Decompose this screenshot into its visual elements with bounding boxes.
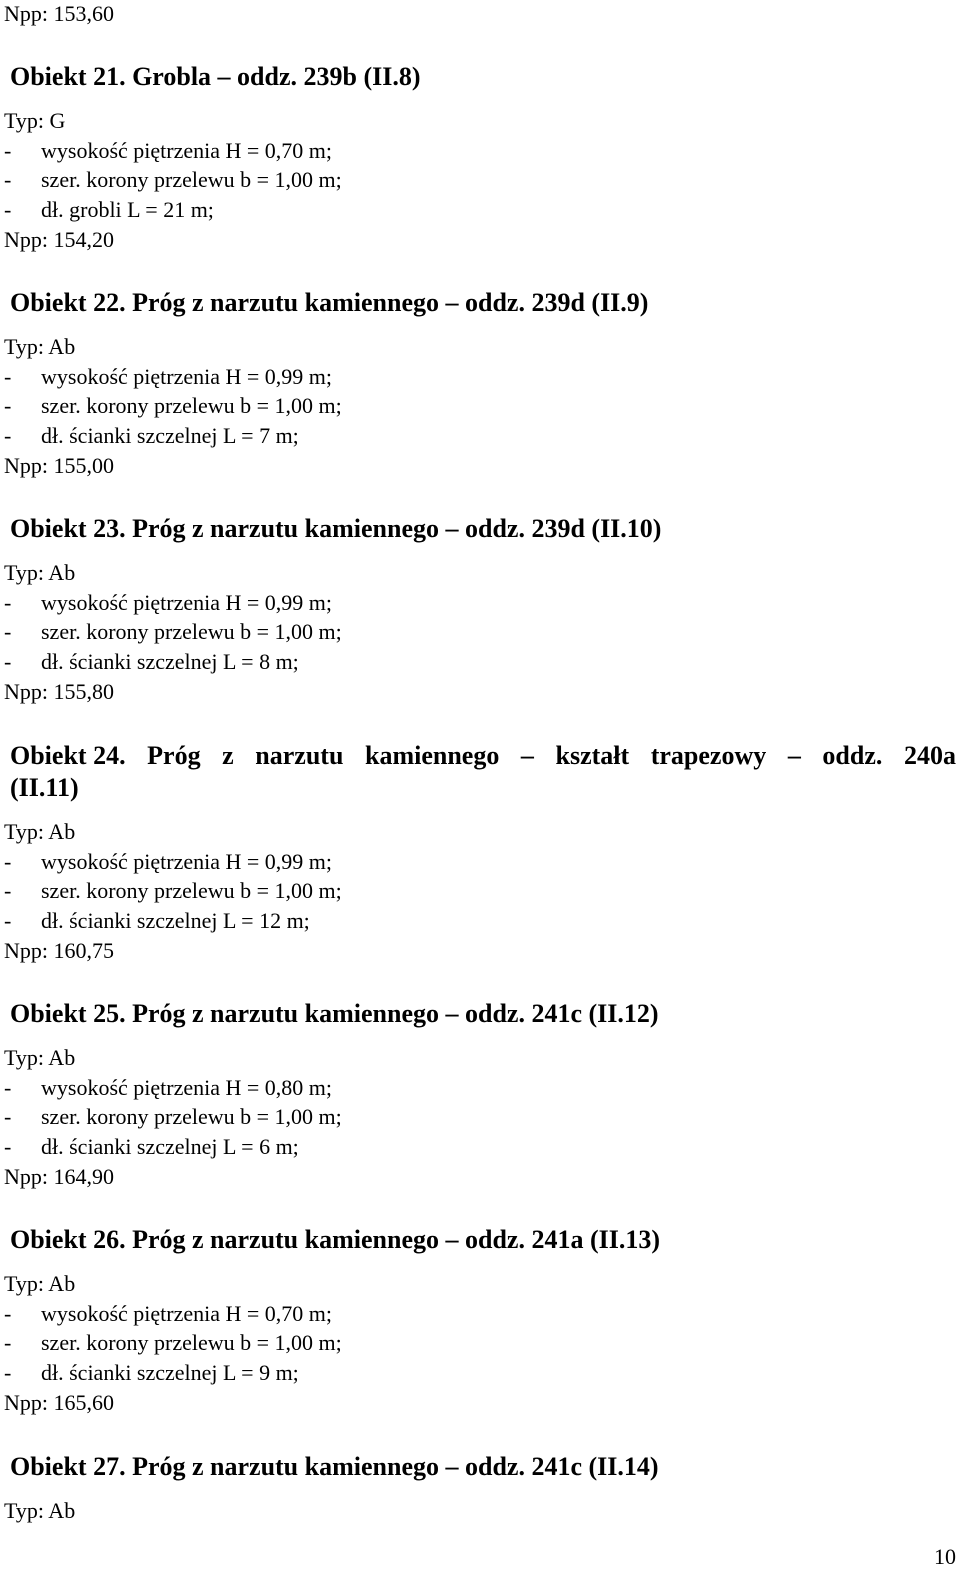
npp-value: Npp: 155,80 <box>4 679 114 704</box>
npp-value: Npp: 164,90 <box>4 1164 114 1189</box>
bullet-dash: - <box>4 849 12 874</box>
object-heading <box>10 740 956 804</box>
page-number: 10 <box>934 1544 956 1569</box>
npp-value: Npp: 153,60 <box>4 1 114 26</box>
list-item-text: szer. korony przelewu b = 1,00 m; <box>41 393 342 418</box>
bullet-dash: - <box>4 364 12 389</box>
object-type: Typ: Ab <box>4 560 76 585</box>
list-item-text: wysokość piętrzenia H = 0,99 m; <box>41 849 333 874</box>
list-item-text: dł. ścianki szczelnej L = 12 m; <box>41 908 310 933</box>
list-item-text: dł. grobli L = 21 m; <box>41 197 214 222</box>
bullet-dash: - <box>4 197 12 222</box>
npp-value: Npp: 154,20 <box>4 227 114 252</box>
object-heading: Obiekt 21. Grobla – oddz. 239b (II.8) <box>10 62 421 91</box>
object-heading: Obiekt 25. Próg z narzutu kamiennego – oddz. 241c (II.12) <box>10 999 659 1028</box>
list-item-text: wysokość piętrzenia H = 0,80 m; <box>41 1075 333 1100</box>
npp-value: Npp: 155,00 <box>4 453 114 478</box>
heading-word: kształt <box>555 741 630 770</box>
bullet-dash: - <box>4 1134 12 1159</box>
heading-word: Obiekt 24. <box>10 741 126 770</box>
bullet-dash: - <box>4 423 12 448</box>
heading-word: oddz. <box>822 741 883 770</box>
object-heading: Obiekt 23. Próg z narzutu kamiennego – oddz. 239d (II.10) <box>10 514 662 543</box>
bullet-dash: - <box>4 1104 12 1129</box>
npp-value: Npp: 160,75 <box>4 938 114 963</box>
list-item-text: dł. ścianki szczelnej L = 7 m; <box>41 423 299 448</box>
list-item-text: wysokość piętrzenia H = 0,70 m; <box>41 1301 333 1326</box>
heading-word: – <box>520 741 534 770</box>
object-type: Typ: Ab <box>4 1045 76 1070</box>
object-heading-line <box>10 740 956 772</box>
list-item-text: wysokość piętrzenia H = 0,70 m; <box>41 138 333 163</box>
bullet-dash: - <box>4 649 12 674</box>
heading-word: 240a <box>903 741 956 770</box>
list-item-text: wysokość piętrzenia H = 0,99 m; <box>41 590 333 615</box>
bullet-dash: - <box>4 878 12 903</box>
bullet-dash: - <box>4 1075 12 1100</box>
npp-value: Npp: 165,60 <box>4 1390 114 1415</box>
heading-word: narzutu <box>255 741 344 770</box>
list-item-text: dł. ścianki szczelnej L = 9 m; <box>41 1360 299 1385</box>
bullet-dash: - <box>4 1301 12 1326</box>
list-item-text: dł. ścianki szczelnej L = 6 m; <box>41 1134 299 1159</box>
list-item-text: szer. korony przelewu b = 1,00 m; <box>41 1330 342 1355</box>
object-type: Typ: Ab <box>4 334 76 359</box>
object-heading-continuation: (II.11) <box>10 773 79 802</box>
object-type: Typ: Ab <box>4 1498 76 1523</box>
heading-word: – <box>787 741 801 770</box>
heading-word: kamiennego <box>364 741 500 770</box>
object-heading: Obiekt 27. Próg z narzutu kamiennego – oddz. 241c (II.14) <box>10 1452 659 1481</box>
list-item-text: szer. korony przelewu b = 1,00 m; <box>41 878 342 903</box>
heading-word: z <box>222 741 234 770</box>
list-item-text: szer. korony przelewu b = 1,00 m; <box>41 1104 342 1129</box>
heading-word: trapezowy <box>650 741 767 770</box>
list-item-text: wysokość piętrzenia H = 0,99 m; <box>41 364 333 389</box>
bullet-dash: - <box>4 619 12 644</box>
bullet-dash: - <box>4 393 12 418</box>
object-type: Typ: Ab <box>4 819 76 844</box>
bullet-dash: - <box>4 1360 12 1385</box>
list-item-text: szer. korony przelewu b = 1,00 m; <box>41 167 342 192</box>
object-heading: Obiekt 26. Próg z narzutu kamiennego – oddz. 241a (II.13) <box>10 1225 660 1254</box>
bullet-dash: - <box>4 167 12 192</box>
bullet-dash: - <box>4 138 12 163</box>
heading-word: Próg <box>147 741 201 770</box>
bullet-dash: - <box>4 590 12 615</box>
list-item-text: szer. korony przelewu b = 1,00 m; <box>41 619 342 644</box>
object-type: Typ: G <box>4 108 66 133</box>
list-item-text: dł. ścianki szczelnej L = 8 m; <box>41 649 299 674</box>
bullet-dash: - <box>4 1330 12 1355</box>
object-type: Typ: Ab <box>4 1271 76 1296</box>
object-heading: Obiekt 22. Próg z narzutu kamiennego – oddz. 239d (II.9) <box>10 288 649 317</box>
bullet-dash: - <box>4 908 12 933</box>
